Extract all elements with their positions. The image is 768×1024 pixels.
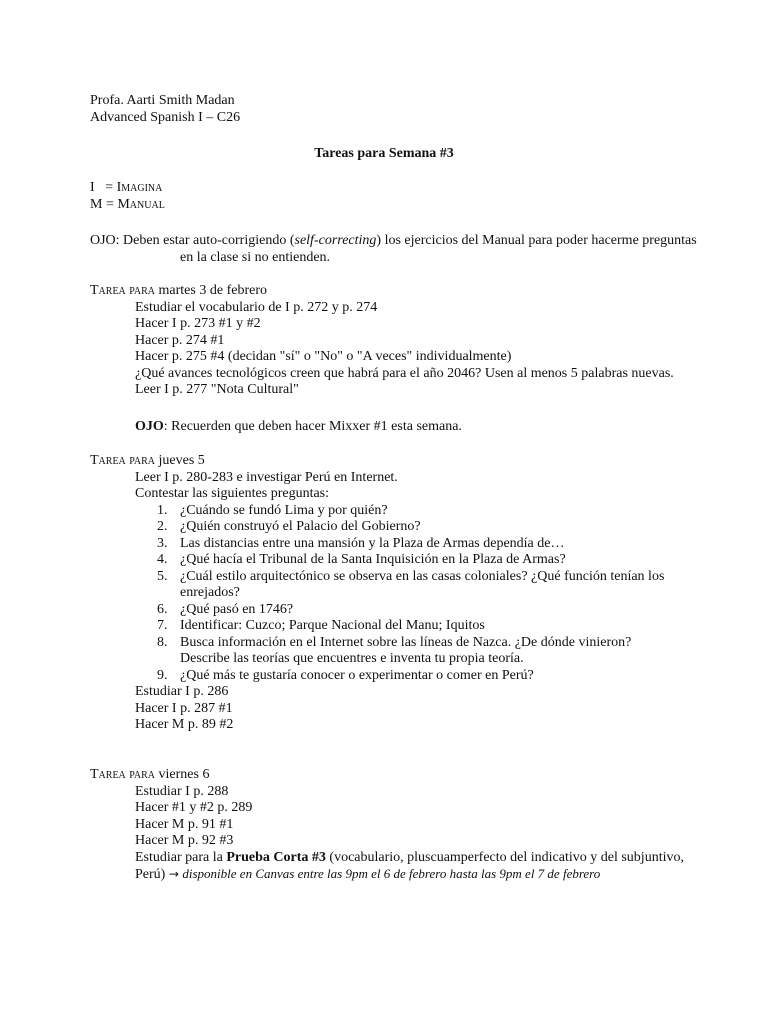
list-item: [90, 536, 728, 553]
legend-manual: [90, 197, 728, 214]
viernes-item: Hacer M p. 92 #3: [135, 833, 234, 848]
ojo-general-note: [90, 233, 728, 266]
list-item: [90, 519, 728, 536]
martes-ojo-note: [90, 419, 728, 436]
list-item: [90, 635, 728, 668]
prueba-text-after: (vocabulario, pluscuamperfecto del indicativo y del subjuntivo,: [325, 849, 684, 865]
question-text: ¿Qué pasó en 1746?: [180, 601, 294, 617]
question-text: ¿Quién construyó el Palacio del Gobierno?: [180, 519, 421, 534]
viernes-item: Hacer M p. 91 #1: [135, 816, 234, 832]
legend-m-value: Manual: [117, 196, 165, 212]
header: [90, 93, 728, 126]
list-item: [90, 552, 728, 569]
viernes-heading: [90, 767, 728, 784]
prueba-corta-line1: [90, 850, 728, 867]
ojo-general-line2: en la clase si no entienden.: [180, 249, 331, 265]
ojo-general-italic: self-correcting: [294, 233, 377, 248]
question-number: 8.: [157, 634, 168, 650]
question-number: 5.: [157, 568, 168, 584]
jueves-intro: Leer I p. 280-283 e investigar Perú en Internet.: [135, 469, 398, 485]
question-number: 3.: [157, 535, 168, 551]
list-item: [90, 668, 728, 685]
prueba-text-before: Estudiar para la: [135, 849, 227, 865]
martes-item: Estudiar el vocabulario de I p. 272 y p. 274: [135, 299, 378, 315]
martes-item: ¿Qué avances tecnológicos creen que habrá para el año 2046? Usen al menos 5 palabras nuevas.: [135, 365, 674, 381]
question-text: Las distancias entre una mansión y la Plaza de Armas dependía de…: [180, 535, 565, 551]
jueves-after-item: Hacer M p. 89 #2: [135, 717, 234, 732]
jueves-heading: [90, 453, 728, 470]
list-item: [90, 503, 728, 520]
question-text-cont: Describe las teorías que encuentres e inventa tu propia teoría.: [180, 651, 524, 666]
jueves-question-list: [90, 503, 728, 685]
section-martes: [90, 283, 728, 399]
question-text: ¿Qué hacía el Tribunal de la Santa Inquisición en la Plaza de Armas?: [180, 552, 566, 567]
martes-item: Hacer p. 274 #1: [135, 332, 225, 348]
question-number: 6.: [157, 601, 168, 617]
martes-item: Hacer p. 275 #4 (decidan "sí" o "No" o "A veces" individualmente): [135, 349, 512, 364]
prueba-availability: disponible en Canvas entre las 9pm el 6 de febrero hasta las 9pm el 7 de febrero: [182, 866, 601, 881]
ojo-general-text-after: ) los ejercicios del Manual para poder hacerme preguntas: [376, 233, 697, 248]
legend-m-eq: =: [105, 196, 114, 212]
martes-heading: [90, 283, 728, 300]
legend-imagina: [90, 180, 728, 197]
prueba-corta-title: Prueba Corta #3: [226, 849, 326, 865]
legend-m-key: M: [90, 196, 103, 212]
ojo-general-text-before: : Deben estar auto-corrigiendo (: [115, 233, 295, 248]
question-text: ¿Cuál estilo arquitectónico se observa en las casas coloniales? ¿Qué función tenían los: [180, 568, 665, 584]
viernes-item: Hacer #1 y #2 p. 289: [135, 800, 253, 815]
section-jueves: [90, 453, 728, 734]
jueves-heading-date: jueves 5: [155, 453, 205, 468]
viernes-item: Estudiar I p. 288: [135, 783, 229, 799]
question-text: ¿Cuándo se fundó Lima y por quién?: [180, 502, 388, 518]
section-viernes: [90, 767, 728, 884]
question-number: 2.: [157, 519, 168, 534]
viernes-heading-label: Tarea para: [90, 767, 156, 782]
list-item: [90, 618, 728, 635]
martes-ojo-label: OJO: [135, 419, 164, 434]
martes-heading-label: Tarea para: [90, 283, 156, 298]
question-text-cont: enrejados?: [180, 585, 240, 600]
question-number: 1.: [157, 502, 168, 518]
list-item: [90, 569, 728, 602]
question-number: 9.: [157, 667, 168, 683]
professor-name: Profa. Aarti Smith Madan: [90, 93, 235, 108]
jueves-after-item: Hacer I p. 287 #1: [135, 700, 233, 716]
legend: [90, 180, 728, 213]
jueves-after-item: Estudiar I p. 286: [135, 684, 229, 699]
prueba-line2-text: Perú): [135, 867, 169, 882]
jueves-heading-label: Tarea para: [90, 453, 156, 468]
question-number: 4.: [157, 552, 168, 567]
question-number: 7.: [157, 618, 168, 633]
martes-item: Leer I p. 277 "Nota Cultural": [135, 382, 299, 397]
prueba-corta-line2: [90, 866, 728, 884]
legend-i-key: I: [90, 180, 95, 195]
martes-heading-date: martes 3 de febrero: [155, 283, 267, 298]
legend-i-value: Imagina: [116, 180, 163, 195]
ojo-general-line1: [90, 233, 728, 250]
ojo-general-label: OJO: [90, 233, 116, 248]
arrow-right-icon: →: [168, 867, 179, 881]
question-text: ¿Qué más te gustaría conocer o experimentar o comer en Perú?: [180, 667, 534, 683]
question-text: Busca información en el Internet sobre las líneas de Nazca. ¿De dónde vinieron?: [180, 634, 632, 650]
list-item: [90, 602, 728, 619]
legend-i-eq: =: [105, 180, 114, 195]
jueves-intro: Contestar las siguientes preguntas:: [135, 486, 330, 501]
martes-item: Hacer I p. 273 #1 y #2: [135, 316, 261, 331]
viernes-heading-date: viernes 6: [155, 767, 210, 782]
question-text: Identificar: Cuzco; Parque Nacional del Manu; Iquitos: [180, 618, 485, 633]
course-name: Advanced Spanish I – C26: [90, 109, 241, 125]
martes-ojo-text: : Recuerden que deben hacer Mixxer #1 esta semana.: [163, 419, 462, 434]
page-title: Tareas para Semana #3: [314, 146, 454, 161]
